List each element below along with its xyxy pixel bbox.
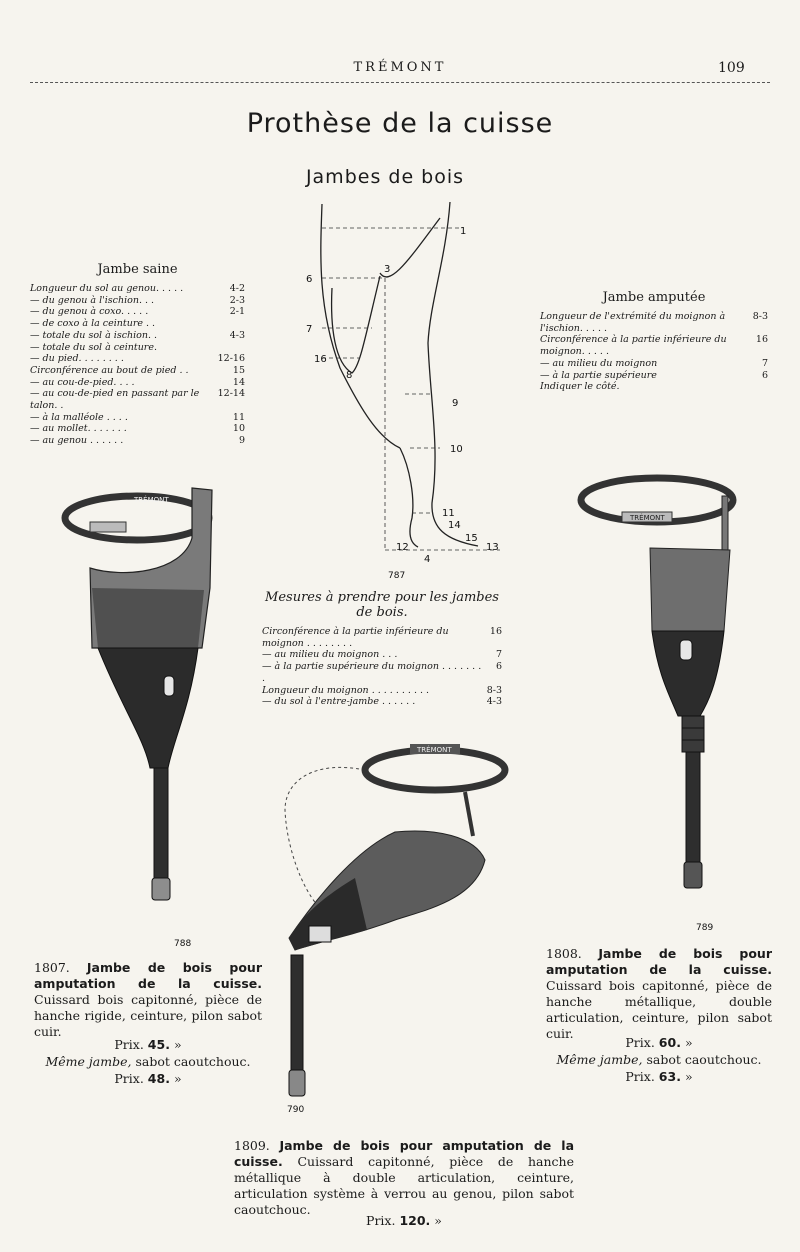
healthy-leg-measure-label: — totale du sol à ceinture. [30, 341, 157, 353]
product-1809-price-value: 120. [399, 1213, 431, 1228]
healthy-leg-measure-value: 4-2 [229, 283, 245, 294]
healthy-leg-measure-value: 12-16 [217, 353, 245, 365]
amputated-leg-measure-value: 7 [761, 357, 768, 369]
diagram-label-16: 16 [314, 354, 327, 365]
diagram-label-13: 13 [486, 542, 499, 553]
product-1809-description [234, 1138, 574, 1218]
product-1808-name: Jambe de bois pour amputation de la cuisse. [546, 946, 772, 977]
amputated-leg-measure-value: 6 [761, 369, 768, 381]
woodleg-measure-row [262, 661, 502, 684]
healthy-leg-measure-label: — au cou-de-pied en passant par le talon. . [30, 388, 200, 412]
healthy-leg-measure-label: — à la malléole . . . . [30, 411, 128, 423]
diagram-label-9: 9 [452, 398, 459, 409]
product-1808-description [546, 946, 772, 1042]
leg-shin [400, 448, 418, 547]
product-1809-number: 1809. [234, 1138, 270, 1153]
woodleg-measure-value: 16 [489, 626, 502, 637]
leg-outline-back [428, 202, 478, 546]
healthy-leg-measure-row [30, 435, 245, 447]
amputated-leg-measure-row [540, 311, 768, 334]
healthy-leg-measure-row [30, 295, 245, 307]
amputated-leg-measure-value: 8-3 [752, 311, 768, 322]
healthy-leg-measure-row [30, 412, 245, 424]
diagram-label-15: 15 [465, 533, 478, 544]
running-header: TRÉMONT [353, 60, 447, 75]
product-1808-alt-price-value: 63. [658, 1069, 681, 1084]
woodleg-measure-value: 7 [495, 649, 502, 661]
healthy-leg-measure-value [214, 342, 245, 354]
figure-number-788: 788 [174, 939, 192, 949]
healthy-leg-measure-label: — du genou à l'ischion. . . [30, 294, 155, 306]
amputated-leg-measure-label: — à la partie supérieure [540, 369, 657, 381]
amputated-leg-measure-row [540, 381, 768, 393]
healthy-leg-measure-row [30, 342, 245, 354]
healthy-leg-measure-value: 14 [232, 376, 245, 388]
healthy-leg-measure-label: — au cou-de-pied. . . . [30, 376, 135, 388]
healthy-leg-measure-row [30, 283, 245, 295]
woodleg-measure-label: Circonférence à la partie inférieure du moignon . . . . . . . . [262, 626, 449, 649]
healthy-leg-measures [30, 262, 245, 447]
healthy-leg-measure-row [30, 423, 245, 435]
stump-outline [332, 276, 380, 373]
healthy-leg-measure-row [30, 330, 245, 342]
healthy-leg-measure-label: — au mollet. . . . . . . [30, 423, 127, 435]
healthy-leg-measure-label: — totale du sol à ischion. . [30, 329, 158, 341]
product-1808-text: Cuissard bois capitonné, pièce de hanche métallique, double articulation, ceinture, pilon sabot cuir. [546, 978, 772, 1041]
healthy-leg-measure-value: 4-3 [229, 329, 245, 341]
healthy-leg-measure-value: 12-14 [217, 388, 245, 400]
page-title: Prothèse de la cuisse [246, 108, 554, 139]
amputated-leg-measure-row [540, 370, 768, 382]
woodleg-measure-label: — à la partie supérieure du moignon . . . . . . . . [262, 661, 482, 684]
woodleg-measure-label: — du sol à l'entre-jambe . . . . . . [262, 696, 416, 708]
figure-number-787: 787 [388, 571, 406, 581]
product-1808-price-value: 60. [658, 1035, 681, 1050]
woodleg-measure-label: Longueur du moignon . . . . . . . . . . [262, 684, 430, 696]
product-1807-price-value: 45. [147, 1037, 170, 1052]
diagram-label-14: 14 [448, 520, 461, 531]
healthy-leg-measure-row [30, 318, 245, 330]
healthy-leg-measure-value: 11 [232, 411, 245, 423]
amputated-leg-title: Jambe amputée [602, 290, 706, 305]
product-1807-name: Jambe de bois pour amputation de la cuisse. [34, 960, 262, 991]
woodleg-measure-row [262, 649, 502, 661]
healthy-leg-measure-label: — au genou . . . . . . [30, 435, 124, 447]
healthy-leg-title: Jambe saine [97, 262, 178, 277]
healthy-leg-measure-label: — du genou à coxo. . . . . [30, 306, 149, 318]
amputated-leg-measures [540, 290, 768, 393]
product-1807-text: Cuissard bois capitonné, pièce de hanche rigide, ceinture, pilon sabot cuir. [34, 992, 262, 1039]
woodleg-measure-row [262, 626, 502, 649]
header-rule [30, 82, 770, 83]
woodleg-measure-value: 8-3 [486, 684, 502, 696]
healthy-leg-measure-label: — du pied. . . . . . . . [30, 353, 124, 365]
amputated-leg-measure-label: Indiquer le côté. [540, 381, 620, 393]
figure-number-789: 789 [696, 923, 714, 933]
amputated-leg-measure-label: Longueur de l'extrémité du moignon à l'ischion. . . . . [540, 311, 726, 334]
product-1807-price: Prix. 45. » Même jambe, sabot caoutchouc. Prix. 48. » [45, 1037, 251, 1086]
woodleg-measures-title: Mesures à prendre pour les jambes de bois. [265, 590, 499, 620]
prosthesis-illustration-790 [275, 740, 525, 1120]
healthy-leg-measure-row [30, 388, 245, 411]
amputated-leg-measure-value: 16 [755, 334, 768, 346]
product-1807-number: 1807. [34, 960, 70, 975]
woodleg-measure-value: 4-3 [486, 696, 502, 708]
diagram-label-11: 11 [442, 508, 455, 519]
healthy-leg-measure-row [30, 365, 245, 377]
strap-brand-788: TRÉMONT [134, 496, 169, 504]
leg-measurement-diagram [300, 198, 510, 583]
healthy-leg-measure-row [30, 377, 245, 389]
page-subtitle: Jambes de bois [305, 166, 465, 188]
woodleg-measure-label: — au milieu du moignon . . . [262, 649, 398, 661]
diagram-label-8: 8 [346, 370, 353, 381]
healthy-leg-measure-value [214, 318, 245, 330]
healthy-leg-measure-label: Circonférence au bout de pied . . [30, 364, 189, 376]
diagram-label-4: 4 [424, 554, 431, 565]
diagram-label-3: 3 [384, 264, 391, 275]
healthy-leg-measure-value: 9 [238, 435, 245, 447]
woodleg-measure-row [262, 685, 502, 697]
diagram-label-1: 1 [460, 226, 467, 237]
strap-brand-790: TRÉMONT [417, 746, 452, 754]
product-1807-description [34, 960, 262, 1040]
healthy-leg-measure-value: 10 [232, 423, 245, 435]
product-1808-price: Prix. 60. » Même jambe, sabot caoutchouc. Prix. 63. » [556, 1035, 762, 1084]
woodleg-measures [262, 590, 502, 708]
amputated-leg-measure-label: — au milieu du moignon [540, 357, 658, 369]
product-1809-price: Prix. 120. » [366, 1213, 442, 1228]
woodleg-measure-value: 6 [495, 661, 502, 673]
prosthesis-illustration-788 [62, 478, 222, 949]
prosthesis-illustration-789 [572, 466, 742, 936]
strap-brand-789: TRÉMONT [630, 514, 665, 522]
figure-number-790: 790 [287, 1105, 305, 1115]
product-1808-number: 1808. [546, 946, 582, 961]
diagram-label-12: 12 [396, 542, 409, 553]
woodleg-measure-row [262, 696, 502, 708]
amputated-leg-table [540, 311, 768, 393]
product-1807-alt-price-value: 48. [147, 1071, 170, 1086]
product-1809-name: Jambe de bois pour amputation de la cuisse. [234, 1138, 574, 1169]
healthy-leg-measure-row [30, 306, 245, 318]
product-1809-text: Cuissard capitonné, pièce de hanche métallique à double articulation, ceinture, articulation système à verrou au genou, pilon sabot caoutchouc. [234, 1154, 574, 1217]
healthy-leg-measure-value: 2-3 [229, 294, 245, 306]
page-number: 109 [718, 60, 745, 76]
amputated-leg-measure-row [540, 358, 768, 370]
healthy-leg-measure-value: 15 [232, 364, 245, 376]
amputated-leg-measure-row [540, 334, 768, 357]
woodleg-measures-table [262, 626, 502, 708]
diagram-label-6: 6 [306, 274, 313, 285]
diagram-label-7: 7 [306, 324, 313, 335]
amputated-leg-measure-value [749, 381, 768, 393]
healthy-leg-measure-value: 2-1 [229, 306, 245, 318]
healthy-leg-table [30, 283, 245, 447]
amputated-leg-measure-label: Circonférence à la partie inférieure du moignon. . . . . [540, 334, 727, 358]
healthy-leg-measure-label: Longueur du sol au genou. . . . . [30, 283, 184, 294]
healthy-leg-measure-row [30, 353, 245, 365]
diagram-label-10: 10 [450, 444, 463, 455]
healthy-leg-measure-label: — de coxo à la ceinture . . [30, 318, 156, 330]
